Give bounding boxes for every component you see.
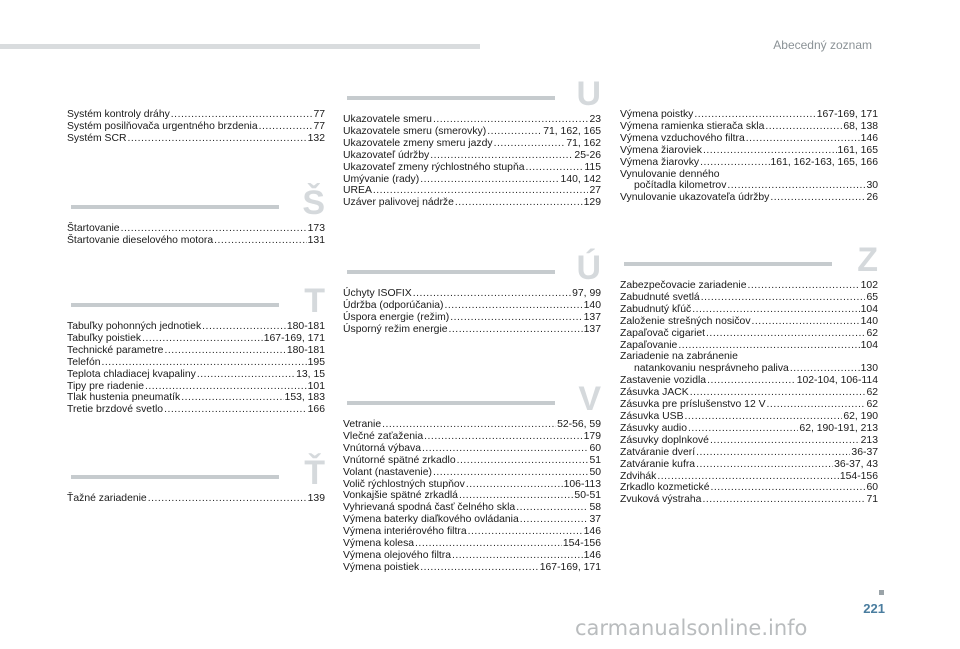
index-term: Teplota chladiacej kvapaliny [67,368,196,380]
index-term: Výmena baterky diaľkového ovládania [343,514,519,526]
index-term: Zásuvky audio [620,422,687,434]
index-pages: 167-169, 171 [539,561,601,573]
dot-leader [433,467,588,479]
index-entry [67,345,325,357]
index-term: Zabudnuté svetlá [620,291,700,303]
index-term: Tlak hustenia pneumatík [67,392,181,404]
index-entry [620,399,878,411]
dot-leader [690,387,866,399]
section-divider [347,96,555,100]
section-sh [67,183,325,247]
section-tc [67,453,325,505]
index-term: Tabuľky pohonných jednotiek [67,321,202,332]
index-term: Zapaľovač cigariet [620,327,706,339]
index-entry [620,387,878,399]
index-entry [343,312,601,324]
dot-leader [487,126,542,138]
watermark: carmanualsonline.info [575,616,808,640]
dot-leader [214,235,307,247]
index-pages: 132 [307,132,325,144]
index-pages: 130 [860,363,878,375]
index-pages: 146 [860,132,878,144]
index-entry [620,109,878,121]
dot-leader [445,300,583,312]
dot-leader [424,431,583,443]
index-entry [343,162,601,174]
section-v-continued [620,109,878,204]
index-entry [67,369,325,381]
section-divider [347,270,555,274]
index-pages: 140 [860,315,878,327]
section-letter: Š [302,184,325,222]
index-entry [343,455,601,467]
index-pages: 71, 162, 165 [543,125,601,137]
dot-leader [710,435,860,447]
index-term: Umývanie (rady) [343,173,420,185]
index-entry [620,340,878,352]
index-entry [343,300,601,312]
index-entry [343,419,601,431]
dot-leader [202,321,286,333]
page-number: 221 [863,601,885,616]
index-pages: 167-169, 171 [263,332,325,344]
dot-leader [181,392,283,404]
dot-leader [692,304,859,316]
index-pages: 97, 99 [572,288,601,299]
index-pages: 25-26 [574,149,601,161]
dot-leader [466,479,563,491]
index-column-1 [67,0,325,600]
dot-leader [706,328,865,340]
index-term: Úsporný režim energie [343,323,448,335]
index-term: Vetranie [343,419,382,430]
index-pages: 101 [307,380,325,392]
dot-leader [752,316,860,328]
index-term: Zabudnutý kľúč [620,303,692,315]
section-divider [71,205,279,209]
index-pages: 140 [583,299,601,311]
index-entry [67,333,325,345]
index-entry [620,180,878,192]
dot-leader [420,562,539,574]
dot-leader [382,419,556,431]
index-term: Vnútorné spätné zrkadlo [343,454,456,466]
index-term: Výmena žiaroviek [620,144,703,156]
dot-leader [413,288,571,300]
dot-leader [148,493,307,505]
index-pages: 50 [589,466,601,478]
index-term: Zásuvky doplnkové [620,434,709,446]
index-entry [620,423,878,435]
page-marker [879,590,884,595]
index-term: Zatváranie kufra [620,458,696,470]
section-divider [624,262,832,266]
index-entry [343,502,601,514]
index-pages: 146 [583,549,601,561]
index-term: Zásuvka JACK [620,387,689,399]
index-pages: 77 [313,120,325,132]
index-entry [343,174,601,186]
index-pages: 26 [866,192,878,204]
section-letter: U [576,75,601,113]
index-pages: 173 [307,223,325,234]
dot-leader [685,411,843,423]
section-t [67,281,325,416]
index-term: Vynulovanie ukazovateľa údržby [620,192,770,204]
index-term: Tabuľky poistiek [67,332,142,344]
dot-leader [145,381,307,393]
dot-leader [657,471,838,483]
index-term: Zabezpečovacie zariadenie [620,280,747,291]
dot-leader [452,550,583,562]
index-entry [620,363,878,375]
index-entry [343,324,601,336]
index-term: Ukazovateľ zmeny rýchlostného stupňa [343,161,525,173]
index-pages: 137 [583,311,601,323]
index-term: Ťažné zariadenie [67,493,147,504]
dot-leader [373,185,589,197]
dot-leader [678,340,859,352]
index-entry [67,121,325,133]
index-entry [620,304,878,316]
index-entry [343,126,601,138]
index-pages: 58 [589,502,601,514]
dot-leader [459,490,573,502]
index-entry [343,550,601,562]
index-entry [67,357,325,369]
index-entry [620,482,878,494]
dot-leader [703,145,837,157]
index-term: Úchyty ISOFIX [343,288,412,299]
index-pages: 60 [589,442,601,454]
index-term: Výmena žiarovky [620,156,700,168]
index-term: Systém SCR [67,132,127,144]
index-entry [67,493,325,505]
dot-leader [430,150,573,162]
index-entry [620,192,878,204]
index-term: Zásuvka USB [620,410,684,422]
index-term: Úspora energie (režim) [343,311,450,323]
index-entry [343,138,601,150]
index-pages: 161, 165 [837,144,878,156]
index-pages: 140, 142 [560,173,601,185]
dot-leader [494,138,566,150]
index-entry [67,235,325,247]
index-term: Výmena kolesa [343,538,415,550]
index-pages: 62, 190 [843,410,878,422]
index-pages: 106-113 [563,478,601,490]
index-pages: 154-156 [562,538,601,550]
dot-leader [694,109,815,121]
index-term: Ukazovateľ údržby [343,149,430,161]
index-entry [343,185,601,197]
dot-leader [259,121,313,133]
index-term: Ukazovatele smeru [343,114,432,125]
index-entry [67,404,325,416]
dot-leader [468,526,583,538]
section-v [343,379,601,574]
index-term: Štartovanie [67,223,120,234]
dot-leader [711,482,866,494]
index-term: Systém posilňovača urgentného brzdenia [67,120,258,132]
dot-leader [420,174,559,186]
index-term: Výmena ramienka stierača skla [620,120,765,132]
index-pages: 104 [860,339,878,351]
index-pages: 30 [866,180,878,192]
index-term: Telefón [67,356,101,368]
index-entry [343,197,601,209]
section-letter: Ť [304,454,325,492]
dot-leader [701,292,866,304]
section-divider [71,475,279,479]
index-entry [620,435,878,447]
dot-leader [457,455,589,467]
index-pages: 51 [589,454,601,466]
index-term: Zapaľovanie [620,339,678,351]
index-column-2 [343,0,601,600]
dot-leader [746,133,860,145]
dot-leader [449,324,583,336]
dot-leader [142,333,263,345]
index-pages: 146 [583,526,601,538]
index-term: Výmena poistiek [343,561,420,573]
index-term: Založenie strešných nosičov [620,315,751,327]
index-term: Zvuková výstraha [620,494,702,506]
index-term: Vonkajšie spätné zrkadlá [343,490,458,502]
index-term: Uzáver palivovej nádrže [343,197,454,209]
index-entry [620,494,878,506]
dot-leader [696,459,833,471]
index-entry [343,150,601,162]
index-entry [620,375,878,387]
index-term: Volič rýchlostných stupňov [343,478,465,490]
index-pages: 71, 162 [566,137,601,149]
index-term: UREA [343,185,372,197]
index-pages: 62 [866,399,878,411]
section-u [343,74,601,209]
dot-leader [197,369,295,381]
dot-leader [422,443,588,455]
dot-leader [433,114,589,126]
index-entry [343,479,601,491]
index-term: natankovaniu nesprávneho paliva [634,363,789,375]
dot-leader [450,312,582,324]
section-letter: T [304,282,325,320]
index-term: Zastavenie vozidla [620,375,707,387]
index-entry [67,381,325,393]
dot-leader [688,423,798,435]
dot-leader [707,375,796,387]
dot-leader [696,447,850,459]
index-term: Zrkadlo kozmetické [620,482,710,494]
index-term: Zásuvka pre príslušenstvo 12 V [620,399,766,411]
index-term: Zariadenie na zabránenie [620,351,738,363]
index-pages: 166 [307,404,325,416]
dot-leader [702,494,865,506]
index-pages: 71 [866,494,878,506]
index-pages: 167-169, 171 [816,109,878,120]
index-pages: 102 [860,280,878,291]
index-pages: 115 [584,161,601,173]
index-entry [620,292,878,304]
index-pages: 102-104, 106-114 [796,375,878,387]
index-term: Vnútorná výbava [343,442,421,454]
index-pages: 52-56, 59 [557,419,601,430]
index-pages: 36-37, 43 [834,458,878,470]
dot-leader [700,157,769,169]
index-entry [67,109,325,121]
index-pages: 180-181 [286,321,325,332]
index-pages: 131 [307,234,325,246]
index-entry [620,351,878,363]
index-entry [620,447,878,459]
index-pages: 195 [307,356,325,368]
index-term: Vynulovanie denného [620,168,720,180]
index-term: Zdvihák [620,470,657,482]
dot-leader [790,363,860,375]
index-entry [620,121,878,133]
index-entry [620,316,878,328]
index-pages: 104 [860,303,878,315]
index-pages: 50-51 [574,490,601,502]
index-entry [67,133,325,145]
index-term: Výmena vzduchového filtra [620,132,745,144]
section-z [620,240,878,506]
dot-leader [127,133,306,145]
index-pages: 161, 162-163, 165, 166 [770,156,878,168]
index-pages: 62 [866,327,878,339]
index-entry [620,157,878,169]
index-entry [343,467,601,479]
index-term: Zatváranie dverí [620,446,696,458]
index-pages: 153, 183 [284,392,325,404]
section-divider [347,401,555,405]
index-pages: 154-156 [839,470,878,482]
dot-leader [164,345,285,357]
index-pages: 68, 138 [843,120,878,132]
index-pages: 180-181 [286,344,325,356]
index-term: Výmena interiérového filtra [343,526,467,538]
index-entry [343,514,601,526]
dot-leader [767,399,866,411]
dot-leader [415,538,562,550]
dot-leader [520,514,589,526]
index-pages: 65 [866,291,878,303]
index-entry [620,169,878,181]
index-entry [343,443,601,455]
index-term: Volant (nastavenie) [343,466,432,478]
index-entry [620,280,878,292]
index-pages: 62 [866,387,878,399]
index-entry [343,538,601,550]
index-term: Vlečné zaťaženia [343,430,424,442]
index-term: Systém kontroly dráhy [67,109,170,120]
index-pages: 37 [589,514,601,526]
index-entry [620,145,878,157]
index-pages: 36-37 [851,446,878,458]
index-entry [343,562,601,574]
index-pages: 129 [583,197,601,209]
index-column-3 [620,0,878,600]
dot-leader [171,109,313,121]
dot-leader [102,357,307,369]
index-entry [620,411,878,423]
section-divider [71,303,279,307]
index-term: Výmena olejového filtra [343,549,452,561]
index-term: Tretie brzdové svetlo [67,404,164,416]
index-pages: 62, 190-191, 213 [799,422,878,434]
index-entry [620,459,878,471]
index-entry [620,471,878,483]
dot-leader [164,404,307,416]
index-pages: 137 [583,323,601,335]
index-term: Údržba (odporúčania) [343,299,444,311]
index-term: Technické parametre [67,344,164,356]
index-term: Štartovanie dieselového motora [67,234,214,246]
index-entry [343,288,601,300]
index-pages: 23 [589,114,601,125]
index-pages: 179 [583,430,601,442]
dot-leader [770,192,865,204]
index-entry [343,526,601,538]
section-letter: Ú [576,249,601,287]
index-term: Ukazovatele zmeny smeru jazdy [343,137,493,149]
index-entry [343,490,601,502]
section-ua [343,248,601,336]
index-entry [620,133,878,145]
dot-leader [526,162,584,174]
index-term: Vyhrievaná spodná časť čelného skla [343,502,516,514]
dot-leader [121,223,307,235]
page-title: Abecedný zoznam [773,38,872,52]
index-pages: 27 [589,185,601,197]
section-letter: Z [857,241,878,279]
dot-leader [455,197,583,209]
index-entry [343,114,601,126]
dot-leader [765,121,842,133]
index-pages: 13, 15 [296,368,325,380]
section-letter: V [578,380,601,418]
index-term: Ukazovatele smeru (smerovky) [343,125,487,137]
index-term: počítadla kilometrov [634,180,727,192]
index-entry [67,223,325,235]
index-pages: 139 [307,493,325,504]
dot-leader [516,502,588,514]
index-entry [67,392,325,404]
index-term: Tipy pre riadenie [67,380,145,392]
index-pages: 213 [860,434,878,446]
dot-leader [727,180,865,192]
index-entry [343,431,601,443]
section-s-continued [67,109,325,145]
index-term: Výmena poistky [620,109,694,120]
index-entry [67,321,325,333]
index-pages: 77 [313,109,325,120]
index-entry [620,328,878,340]
dot-leader [748,280,860,292]
index-pages: 60 [866,482,878,494]
